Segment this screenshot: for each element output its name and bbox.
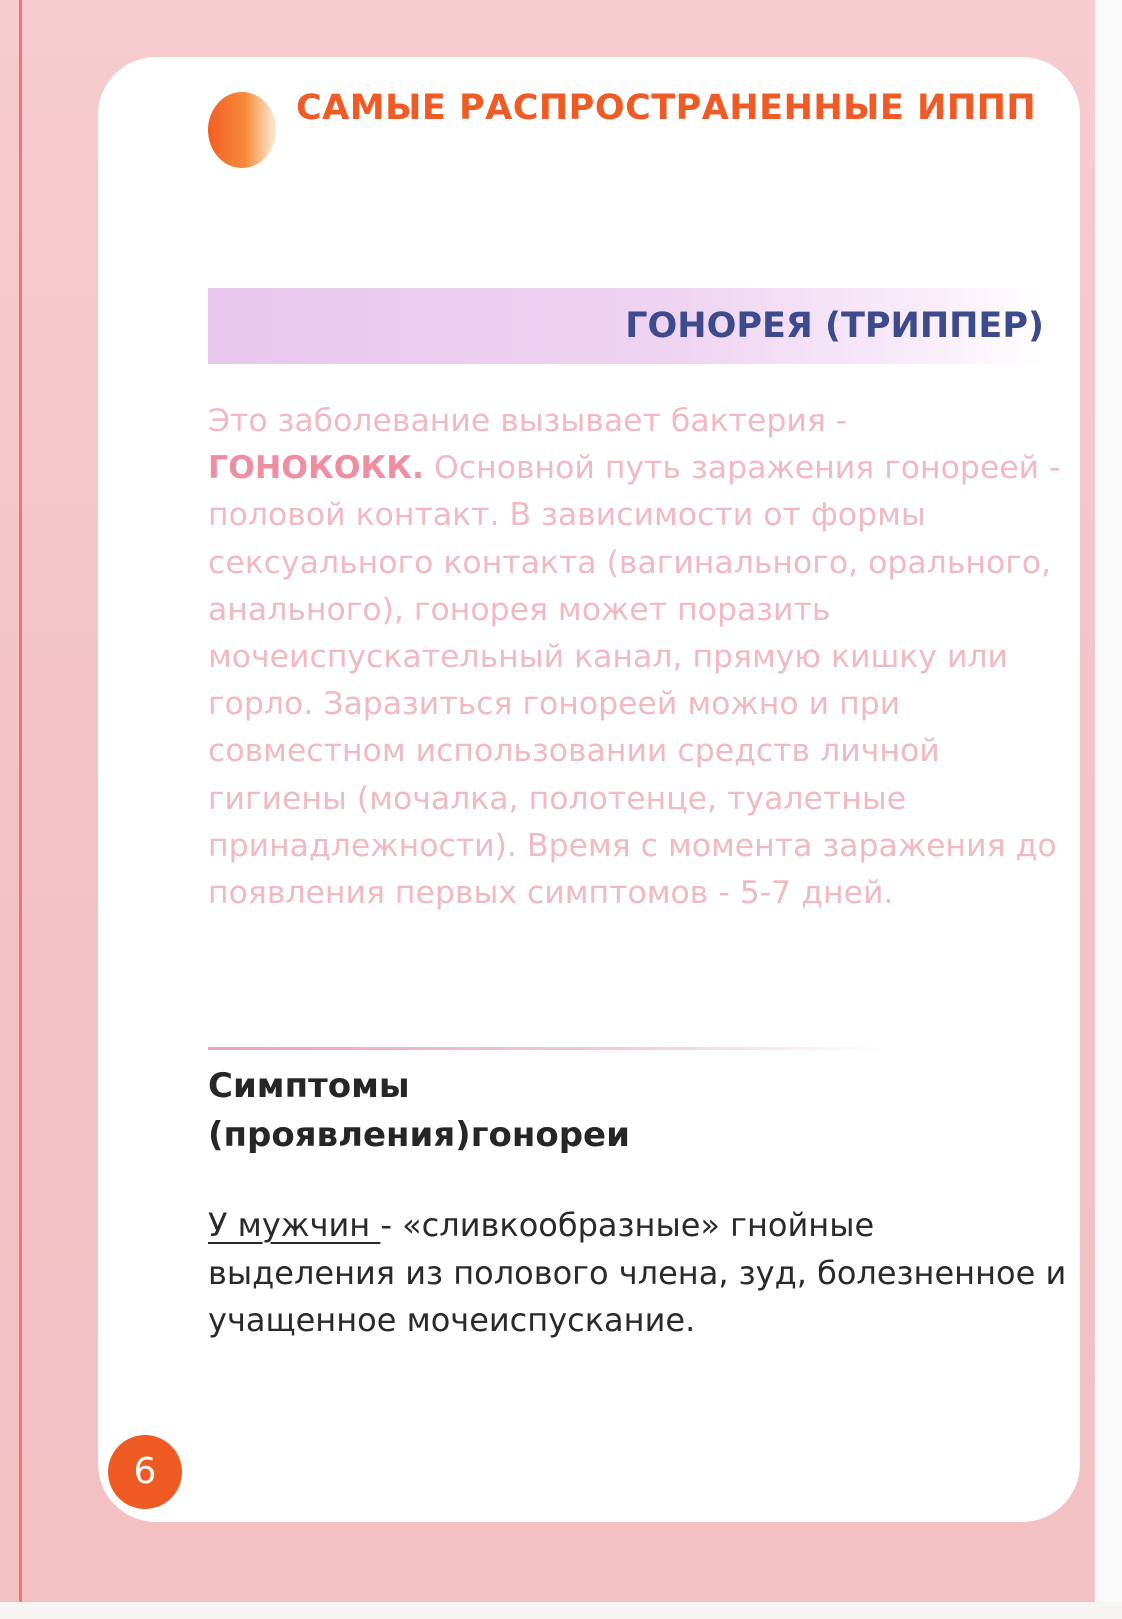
intro-paragraph bbox=[208, 398, 1068, 917]
section-divider bbox=[208, 1047, 888, 1050]
symptoms-heading bbox=[208, 1062, 1068, 1160]
intro-text-rest: Основной путь заражения гонореей - половой контакт. В зависимости от формы сексуального контакта (вагинального, орального, анального), гонорея может поразить мочеиспускательный канал, прямую кишку или горло. Заразиться гонореей можно и при совместном использовании средств личной гигиены (мочалка, полотенце, туалетные принадлежности). Время с момента заражения до появления первых симптомов - 5-7 дней. bbox=[208, 450, 1061, 912]
section-title: ГОНОРЕЯ (ТРИППЕР) bbox=[625, 306, 1044, 346]
symptoms-heading-line2: (проявления)гонореи bbox=[208, 1115, 630, 1155]
page-title: САМЫЕ РАСПРОСТРАНЕННЫЕ ИППП bbox=[296, 88, 1037, 128]
page-right-edge bbox=[1095, 0, 1122, 1619]
symptoms-men-paragraph bbox=[208, 1202, 1068, 1345]
header-circle-icon bbox=[208, 92, 276, 168]
page-bottom-edge bbox=[0, 1602, 1122, 1619]
intro-text-start: Это заболевание вызывает бактерия - bbox=[208, 403, 848, 439]
page-number-badge: 6 bbox=[108, 1435, 182, 1509]
intro-term: ГОНОКОКК. bbox=[208, 450, 424, 487]
left-margin-rule bbox=[19, 0, 22, 1602]
symptoms-men-text: - «сливкообразные» гнойные выделения из полового члена, зуд, болезненное и учащенное мочеиспускание. bbox=[208, 1206, 1067, 1339]
symptoms-heading-line1: Симптомы bbox=[208, 1066, 410, 1106]
symptoms-men-label: У мужчин bbox=[208, 1206, 381, 1244]
